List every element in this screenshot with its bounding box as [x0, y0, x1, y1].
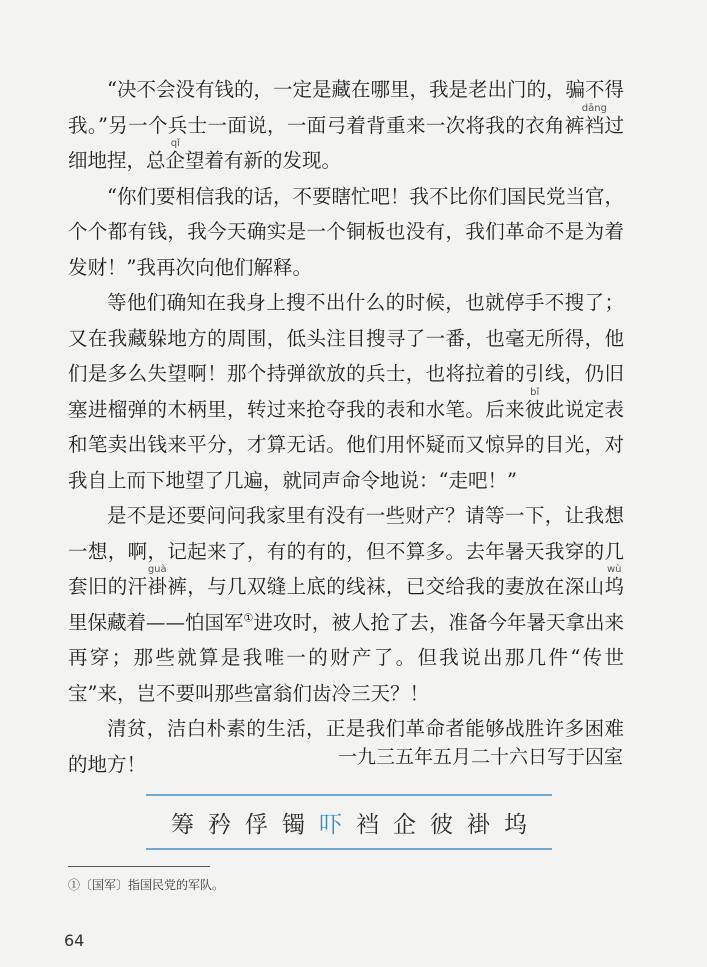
pinyin-annotated-char: 彼bǐ [524, 386, 545, 421]
pinyin: qǐ [165, 138, 186, 149]
new-character: 企 [393, 811, 416, 838]
new-characters-box [146, 794, 552, 850]
paragraph: 等他们确知在我身上搜不出什么的时候，也就停手不搜了；又在我藏躲地方的周围，低头注目搜寻了一番，也毫无所得，他们是多么失望啊！那个持弹欲放的兵士，也将拉着的引线，仍旧塞进榴弹的木柄里，转过来抢夺我的表和水笔。后来彼bǐ此说定表和笔卖出钱来平分，才算无话。他们用怀疑而又惊异的目光，对我自上而下地望了几遍，就同声命令地说：“走吧！” [68, 291, 624, 492]
new-character: 彼 [430, 811, 453, 838]
new-character: 矜 [208, 811, 231, 838]
pinyin: wù [604, 564, 624, 575]
body-text [68, 72, 624, 782]
new-character: 褂 [467, 811, 490, 838]
pinyin-annotated-char: 褂guà [147, 564, 168, 598]
footnote-marker: ① [243, 611, 254, 624]
new-character: 俘 [245, 811, 268, 838]
paragraph: 是不是还要问问我家里有没有一些财产？请等一下，让我想一想，啊，记起来了，有的有的，但不算多。去年暑天我穿的几套旧的汗褂guà裤，与几双缝上底的线袜，已交给我的妻放在深山坞wù里保藏着——怕国军①进攻时，被人抢了去，准备今年暑天拿出来再穿；那些就算是我唯一的财产了。但我说出那几件“传世宝”来，岂不要叫那些富翁们齿冷三天？！ [68, 504, 624, 705]
paragraph: 清贫，洁白朴素的生活，正是我们革命者能够战胜许多困难的地方！ [68, 717, 624, 776]
page-number: 64 [64, 931, 85, 950]
new-character: 坞 [504, 811, 527, 838]
new-character: 镯 [282, 811, 305, 838]
pinyin: guà [147, 564, 167, 575]
new-character: 裆 [356, 811, 379, 838]
pinyin: bǐ [524, 386, 545, 398]
footnote-divider [68, 866, 210, 867]
signature-line: 一九三五年五月二十六日写于囚室 [337, 746, 623, 768]
pinyin-annotated-char: 裆dāng [581, 102, 607, 137]
pinyin-annotated-char: 企qǐ [165, 138, 186, 172]
paragraph: “决不会没有钱的，一定是藏在哪里，我是老出门的，骗不得我。”另一个兵士一面说，一面弓着背重来一次将我的衣角裤裆dāng过细地捏，总企qǐ望着有新的发现。 [68, 78, 624, 172]
footnote: ①〔国军〕指国民党的军队。 [68, 878, 225, 892]
new-character: 筹 [171, 811, 194, 838]
new-character: 吓 [319, 811, 342, 838]
pinyin: dāng [581, 102, 607, 114]
pinyin-annotated-char: 坞wù [604, 564, 624, 598]
paragraph: “你们要相信我的话，不要瞎忙吧！我不比你们国民党当官，个个都有钱，我今天确实是一个铜板也没有，我们革命不是为着发财！”我再次向他们解释。 [68, 184, 624, 279]
